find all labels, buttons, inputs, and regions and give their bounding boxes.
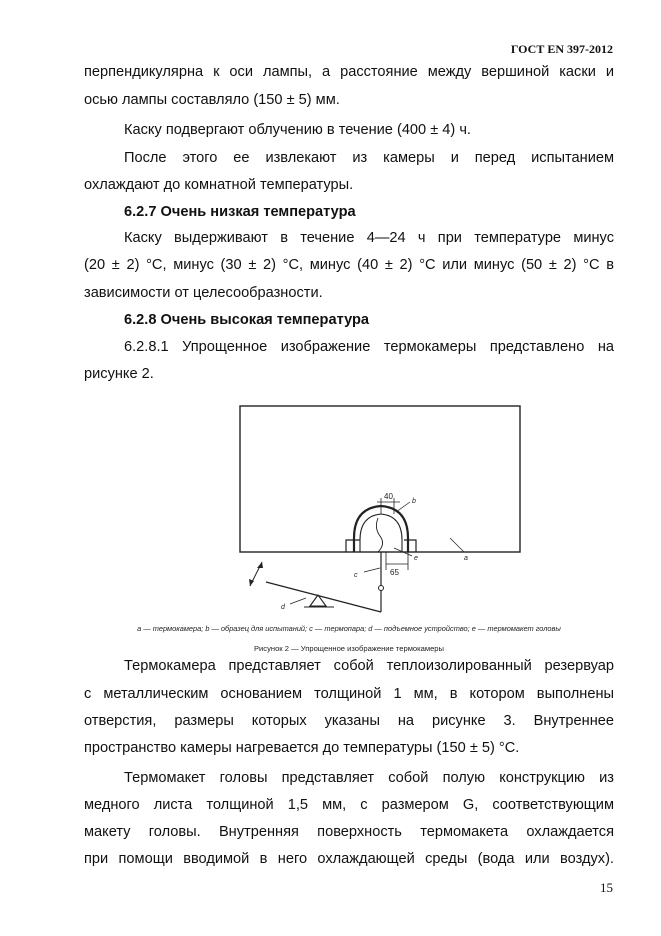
standard-header: ГОСТ EN 397-2012	[510, 42, 613, 56]
page-number: 15	[600, 880, 613, 895]
paragraph-line: После этого ее извлекают из камеры и перед испытанием	[124, 150, 614, 166]
paragraph-line: 6.2.8.1 Упрощенное изображение термокамеры представлено на	[124, 339, 614, 355]
paragraph-line: при помощи вводимой в него охлаждающей среды (вода или воздух).	[84, 851, 614, 867]
paragraph-line: отверстия, размеры которых указаны на рисунке 3. Внутреннее	[84, 713, 614, 729]
thermocouple-line	[376, 518, 382, 552]
chamber-outline	[240, 406, 520, 552]
paragraph-line: Каску подвергают облучению в течение (400 ± 4) ч.	[124, 122, 471, 138]
paragraph-line: медного листа толщиной 1,5 мм, с размером G, соответствующим	[84, 797, 614, 813]
thermal-chamber-figure	[150, 400, 610, 660]
label-a: a	[464, 555, 468, 562]
paragraph-line: рисунке 2.	[84, 366, 154, 382]
paragraph-line: (20 ± 2) °С, минус (30 ± 2) °С, минус (40 ± 2) °С или минус (50 ± 2) °С в	[84, 257, 614, 273]
label-e: e	[414, 555, 418, 562]
label-c: c	[354, 572, 358, 579]
paragraph-line: пространство камеры нагревается до температуры (150 ± 5) °С.	[84, 740, 520, 756]
dimension-label-top: 40	[384, 492, 393, 501]
paragraph-line: осью лампы составляло (150 ± 5) мм.	[84, 92, 340, 108]
paragraph-line: макету головы. Внутренняя поверхность термомакета охлаждается	[84, 824, 614, 840]
paragraph-line: перпендикулярна к оси лампы, а расстояние между вершиной каски и	[84, 64, 614, 80]
label-d: d	[281, 604, 285, 611]
section-heading: 6.2.7 Очень низкая температура	[124, 204, 356, 220]
paragraph-line: Каску выдерживают в течение 4—24 ч при температуре минус	[124, 230, 614, 246]
dimension-label-right: 65	[390, 568, 399, 577]
figure-legend: a — термокамера; b — образец для испытаний; c — термопара; d — подъемное устройство; e — термомакет головы	[137, 624, 561, 633]
paragraph-line: Термомакет головы представляет собой полую конструкцию из	[124, 770, 614, 786]
paragraph-line: Термокамера представляет собой теплоизолированный резервуар	[124, 658, 614, 674]
rod-end	[379, 586, 384, 591]
head-form	[360, 514, 402, 552]
label-b: b	[412, 498, 416, 505]
paragraph-line: зависимости от целесообразности.	[84, 285, 323, 301]
paragraph-line: с металлическим основанием толщиной 1 мм, в котором выполнены	[84, 686, 614, 702]
paragraph-line: охлаждают до комнатной температуры.	[84, 177, 354, 193]
section-heading: 6.2.8 Очень высокая температура	[124, 312, 370, 328]
figure-caption: Рисунок 2 — Упрощенное изображение термокамеры	[253, 644, 444, 653]
base-opening	[346, 540, 416, 552]
